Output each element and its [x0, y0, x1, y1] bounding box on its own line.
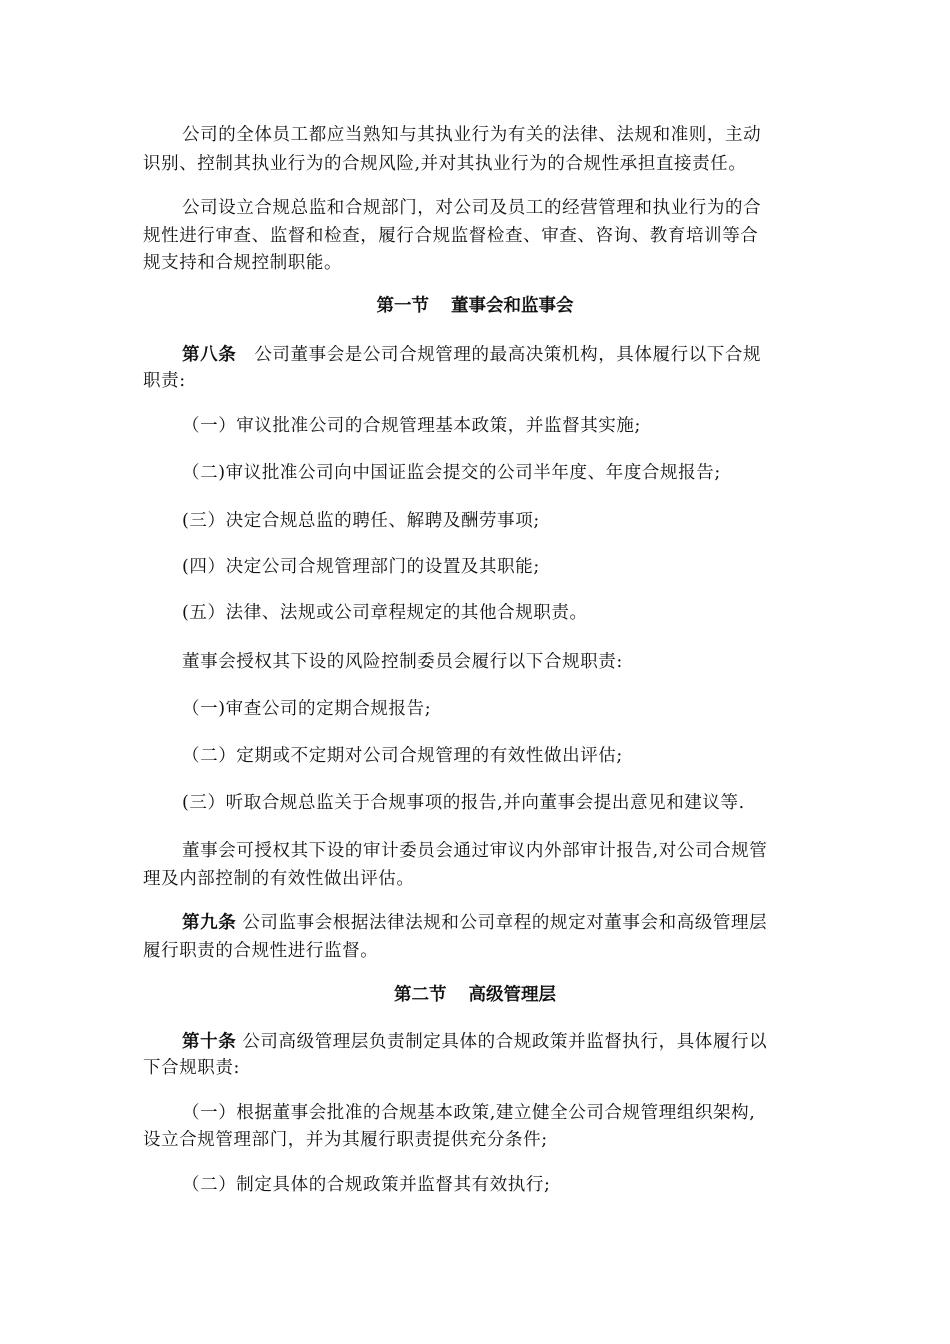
article-8-label: 第八条	[182, 345, 237, 365]
risk-committee-duty-1: （一)审查公司的定期合规报告;	[182, 699, 432, 719]
risk-committee-duty-2: （二）定期或不定期对公司合规管理的有效性做出评估;	[182, 746, 623, 766]
management-duty-2: （二）制定具体的合规政策并监督其有效执行;	[182, 1175, 551, 1195]
paragraph-compliance-dept-line-1: 公司设立合规总监和合规部门，对公司及员工的经营管理和执业行为的合	[182, 198, 762, 218]
board-duty-2: （二)审议批准公司向中国证监会提交的公司半年度、年度合规报告;	[182, 463, 721, 483]
article-9-text: 公司监事会根据法律法规和公司章程的规定对董事会和高级管理层	[242, 913, 768, 933]
risk-committee-duty-3: (三）听取合规总监关于合规事项的报告,并向董事会提出意见和建议等.	[182, 793, 745, 813]
article-8-text: 公司董事会是公司合规管理的最高决策机构，具体履行以下合规	[254, 345, 762, 365]
board-duty-3: (三）决定合规总监的聘任、解聘及酬劳事项;	[182, 511, 540, 531]
risk-committee-intro: 董事会授权其下设的风险控制委员会履行以下合规职责:	[182, 652, 623, 672]
board-duty-1: （一）审议批准公司的合规管理基本政策，并监督其实施;	[182, 416, 641, 436]
section-1-label: 第一节	[376, 296, 429, 316]
section-1-title: 董事会和监事会	[451, 296, 574, 316]
section-2-title: 高级管理层	[468, 985, 556, 1005]
article-9-line-2: 履行职责的合规性进行监督。	[143, 941, 379, 961]
article-10-label: 第十条	[182, 1032, 237, 1052]
section-2-label: 第二节	[394, 985, 447, 1005]
article-10-text: 公司高级管理层负责制定具体的合规政策并监督执行，具体履行以	[242, 1032, 768, 1052]
audit-committee-line-2: 理及内部控制的有效性做出评估。	[143, 869, 415, 889]
article-9-line-1	[182, 912, 767, 934]
article-10-line-1	[182, 1031, 767, 1053]
audit-committee-line-1: 董事会可授权其下设的审计委员会通过审议内外部审计报告,对公司合规管	[182, 841, 768, 861]
section-1-heading	[0, 295, 950, 317]
section-2-heading	[0, 984, 950, 1006]
paragraph-compliance-dept-line-2: 规性进行审查、监督和检查，履行合规监督检查、审查、咨询、教育培训等合	[143, 226, 759, 246]
management-duty-1-line-2: 设立合规管理部门，并为其履行职责提供充分条件;	[143, 1130, 548, 1150]
paragraph-compliance-dept-line-3: 规支持和合规控制职能。	[143, 253, 343, 273]
article-8-line-2: 职责:	[143, 371, 186, 391]
article-9-label: 第九条	[182, 913, 237, 933]
management-duty-1-line-1: （一）根据董事会批准的合规基本政策,建立健全公司合规管理组织架构,	[182, 1103, 756, 1123]
board-duty-5: (五）法律、法规或公司章程规定的其他合规职责。	[182, 603, 588, 623]
board-duty-4: (四）决定公司合规管理部门的设置及其职能;	[182, 557, 540, 577]
article-10-line-2: 下合规职责:	[143, 1058, 240, 1078]
article-8-line-1	[182, 344, 761, 366]
paragraph-staff-line-1: 公司的全体员工都应当熟知与其执业行为有关的法律、法规和准则，主动	[182, 125, 762, 145]
paragraph-staff-line-2: 识别、控制其执业行为的合规风险,并对其执业行为的合规性承担直接责任。	[143, 154, 747, 174]
